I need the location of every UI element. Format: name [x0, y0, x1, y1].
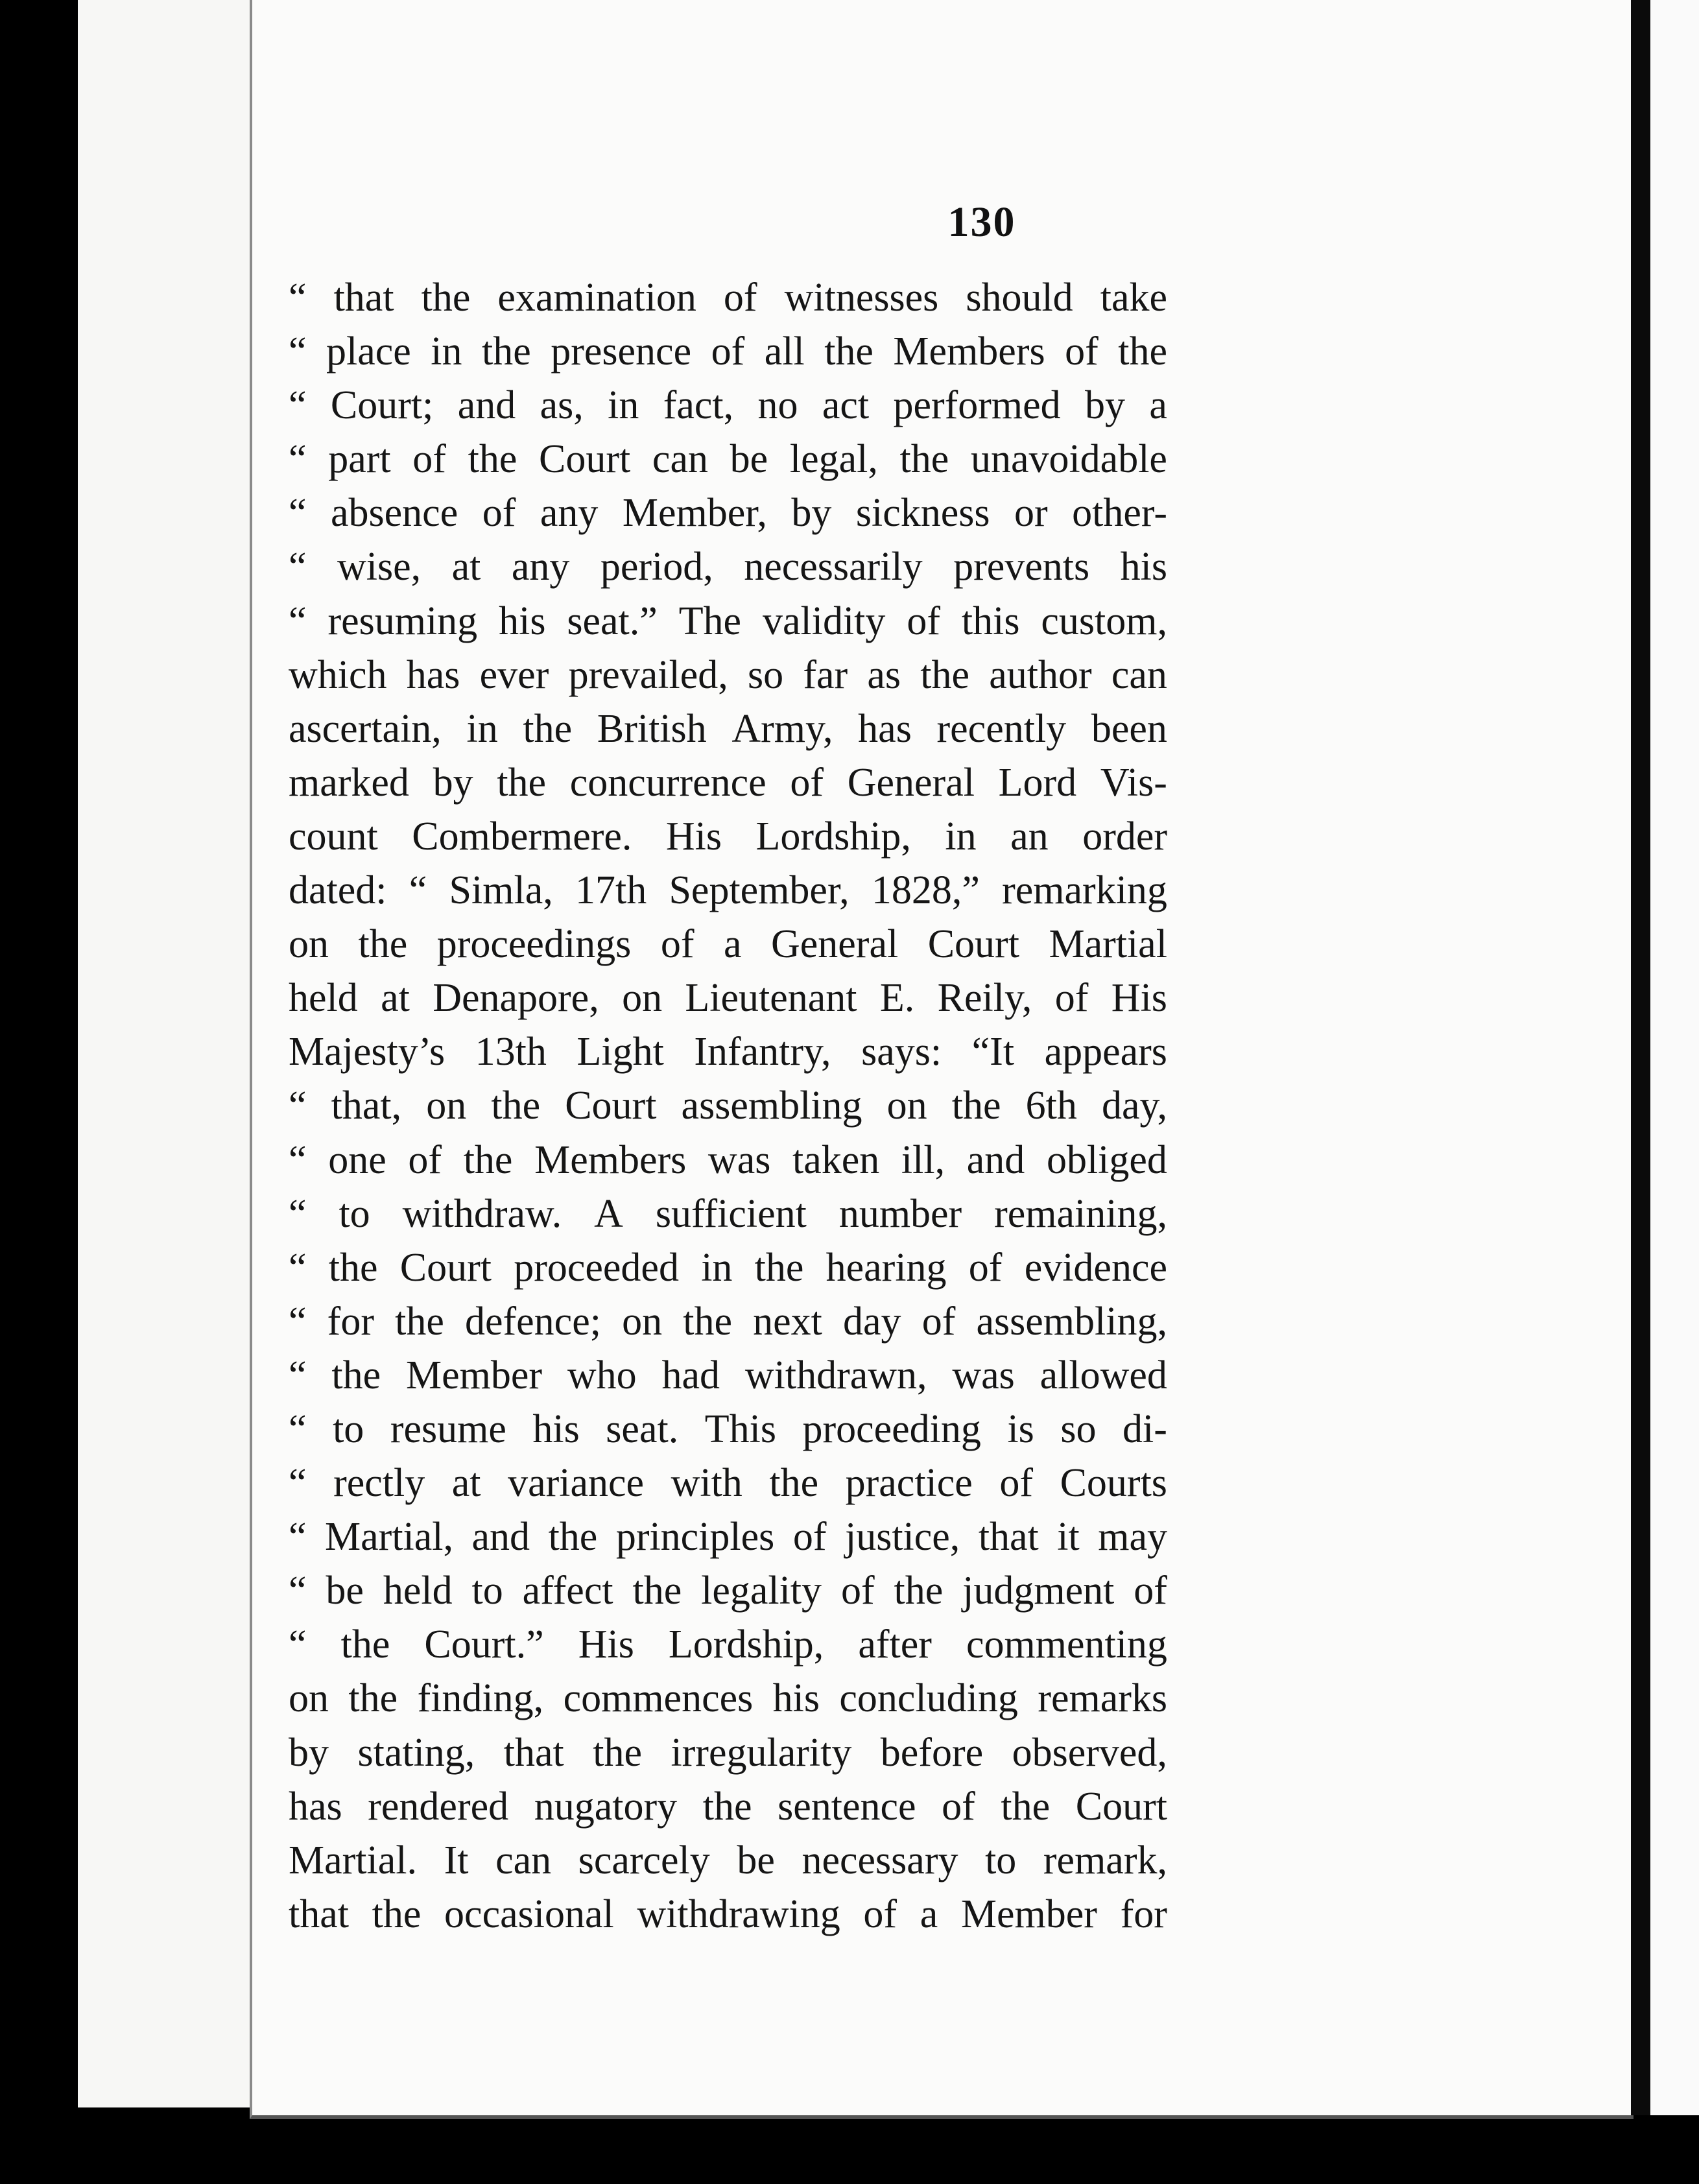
text-line: “ that the examination of witnesses should take	[289, 276, 1167, 320]
text-line: “ part of the Court can be legal, the unavoidable	[289, 437, 1167, 482]
text-line: “ Court; and as, in fact, no act performed by a	[289, 383, 1167, 428]
facing-page-edge	[1650, 0, 1699, 2115]
text-line: “ rectly at variance with the practice of Courts	[289, 1461, 1167, 1506]
text-line: “ Martial, and the principles of justice, that it may	[289, 1515, 1167, 1560]
body-text	[289, 271, 1167, 1941]
text-line: marked by the concurrence of General Lord Vis-	[289, 760, 1167, 805]
text-line: “ that, on the Court assembling on the 6th day,	[289, 1084, 1167, 1128]
text-line: “ resuming his seat.” The validity of this custom,	[289, 599, 1167, 643]
text-line: that the occasional withdrawing of a Member for	[289, 1892, 1167, 1936]
text-line: “ for the defence; on the next day of assembling,	[289, 1299, 1167, 1344]
binding-gutter	[1631, 0, 1650, 2115]
text-line: has rendered nugatory the sentence of the Court	[289, 1784, 1167, 1829]
text-line: “ wise, at any period, necessarily prevents his	[289, 545, 1167, 589]
text-line: held at Denapore, on Lieutenant E. Reily, of His	[289, 976, 1167, 1021]
text-line: “ to resume his seat. This proceeding is so di-	[289, 1407, 1167, 1451]
text-line: on the proceedings of a General Court Martial	[289, 922, 1167, 967]
text-line: by stating, that the irregularity before observed,	[289, 1730, 1167, 1775]
text-line: “ place in the presence of all the Members of the	[289, 329, 1167, 374]
text-line: ascertain, in the British Army, has recently been	[289, 706, 1167, 751]
stacked-page-edges	[78, 0, 259, 2107]
page-number: 130	[947, 198, 1016, 246]
text-line: “ absence of any Member, by sickness or other-	[289, 491, 1167, 536]
text-line: count Combermere. His Lordship, in an order	[289, 814, 1167, 859]
text-line: “ the Member who had withdrawn, was allowed	[289, 1353, 1167, 1397]
text-line: which has ever prevailed, so far as the author can	[289, 652, 1167, 697]
text-line: dated: “ Simla, 17th September, 1828,” remarking	[289, 868, 1167, 913]
text-line: Majesty’s 13th Light Infantry, says: “It appears	[289, 1030, 1167, 1074]
text-line: “ the Court proceeded in the hearing of evidence	[289, 1245, 1167, 1290]
text-line: Martial. It can scarcely be necessary to remark,	[289, 1838, 1167, 1882]
text-line: on the finding, commences his concluding remarks	[289, 1676, 1167, 1721]
text-line: “ be held to affect the legality of the judgment of	[289, 1569, 1167, 1613]
text-line: “ the Court.” His Lordship, after commenting	[289, 1622, 1167, 1667]
text-line: “ to withdraw. A sufficient number remaining,	[289, 1191, 1167, 1236]
text-line: “ one of the Members was taken ill, and obliged	[289, 1137, 1167, 1182]
